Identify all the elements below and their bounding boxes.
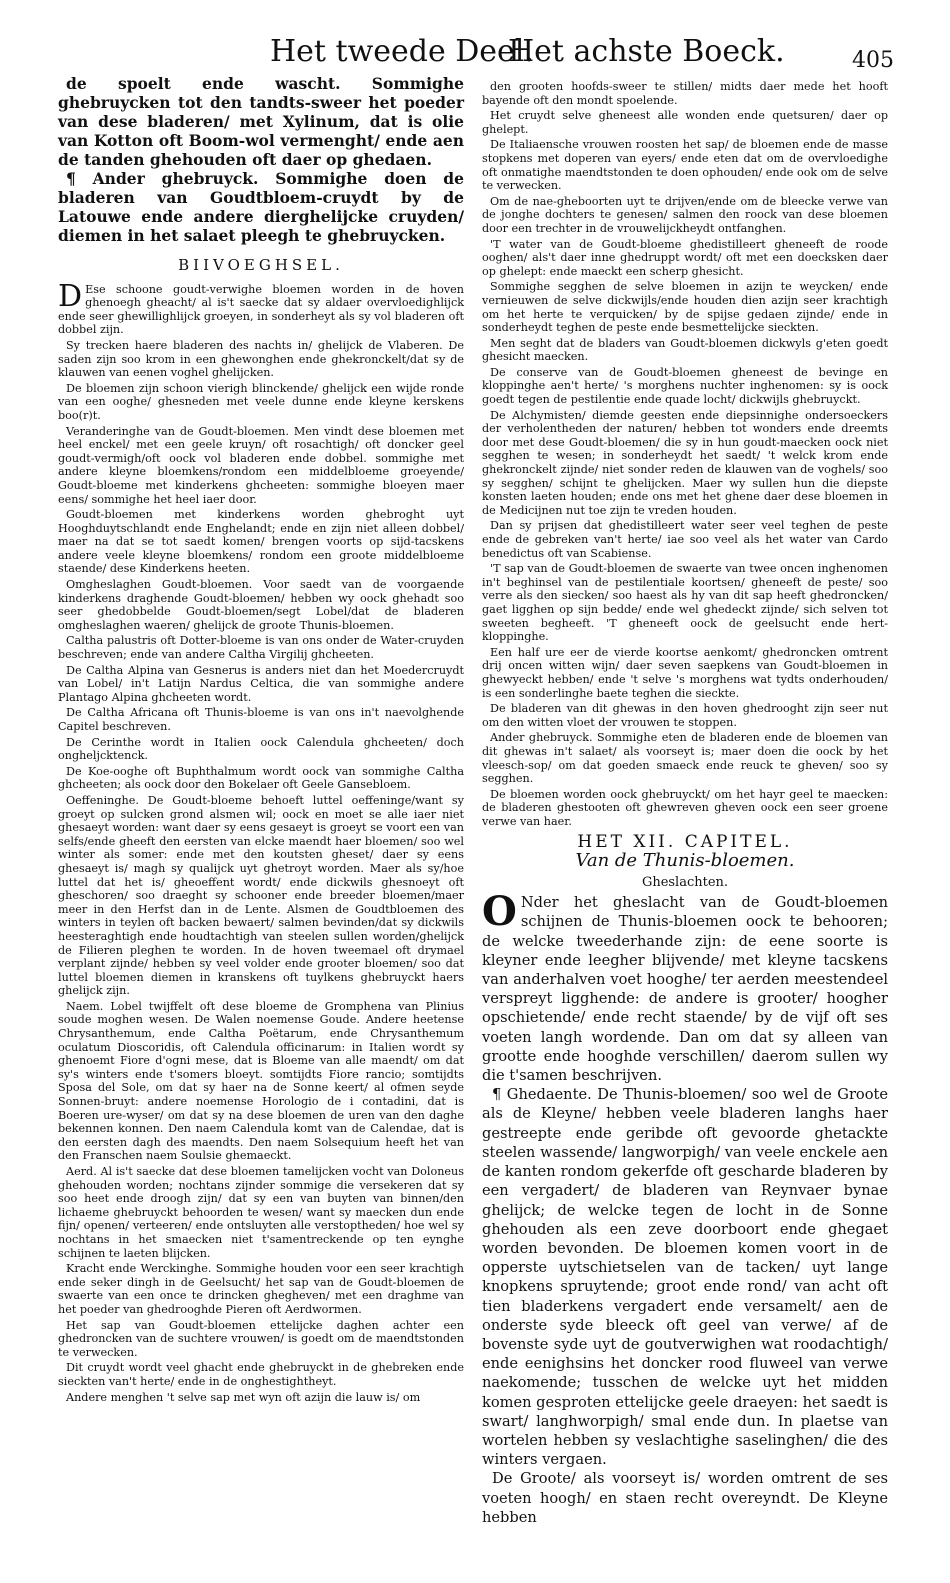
- paragraph: Dan sy prijsen dat ghedistilleert water seer veel teghen de peste ende de gebreken van't herte/ iae soo veel als het water van Cardo benedictus oft van Scabiense.: [482, 519, 888, 560]
- paragraph: Ander ghebruyck. Sommighe eten de bladeren ende de bloemen van dit ghewas in't salaet/ als voorseyt is; maer doen die oock by het vleesch-sop/ om dat goeden smaeck ende reuck te gheven/ soo sy segghen.: [482, 731, 888, 786]
- paragraph: Goudt-bloemen met kinderkens worden ghebroght uyt Hooghduytschlandt ende Enghelandt; ende en zijn niet alleen dobbel/ maer na dat se tot saedt komen/ brengen voorts op sijd-tacskens andere veele kleyne bloemkens/ rondom een groote middelbloeme staende/ dese Kinderkens heeten.: [58, 508, 464, 576]
- paragraph: De bloemen zijn schoon vierigh blinckende/ ghelijck een wijde ronde van een ooghe/ ghesneden met veele dunne ende kleyne kerskens boo(r)t.: [58, 381, 464, 422]
- paragraph: Dit cruydt wordt veel ghacht ende ghebruyckt in de ghebreken ende sieckten van't herte/ ende in de onghestightheyt.: [58, 1361, 464, 1388]
- paragraph: De bloemen worden oock ghebruyckt/ om het hayr geel te maecken: de bladeren ghestooten oft ghewreven gheven oock een seer groene verwe van haer.: [482, 787, 888, 828]
- paragraph: De bladeren van dit ghewas in den hoven ghedrooght zijn seer nut om den witten vloet der vrouwen te stoppen.: [482, 702, 888, 729]
- chapter-drop-cap: O: [482, 888, 517, 936]
- running-title-left: Het tweede Deel.: [270, 34, 534, 69]
- paragraph: Aerd. Al is't saecke dat dese bloemen tamelijcken vocht van Doloneus ghehouden worden; nochtans zijnder sommige die versekeren dat sy soo heet ende droogh zijn/ dat sy een van buyten van binnen/den lichaeme ghebruyckt behoorden te wesen/ want sy maecken dun ende fijn/ openen/ verteeren/ ende ontsluyten alle verstoptheden/ hoe wel sy nochtans in het smaecken niet t'samentreckende op ten eynghe schijnen te laeten blijcken.: [58, 1165, 464, 1260]
- chapter-title: HET XII. CAPITEL.: [577, 832, 793, 853]
- left-paragraph-list: [58, 339, 464, 1404]
- paragraph: De Caltha Africana oft Thunis-bloeme is van ons in't naevolghende Capitel beschreven.: [58, 706, 464, 733]
- paragraph: Men seght dat de bladers van Goudt-bloemen dickwyls g'eten goedt ghesicht maecken.: [482, 336, 888, 364]
- chapter-paragraph: ¶ Ghedaente. De Thunis-bloemen/ soo wel de Groote als de Kleyne/ hebben veele bladeren langhs haer gestreepte ende geribde oft gevoorde ghetackte steelen wassende/ langworpigh/ van veele enckele aen de kanten rondom gekerfde oft gescharde bladeren by een vergadert/ de bladeren van Reynvaer bynae ghelijck; de welcke tegen de locht in de Sonne ghehouden als een zeve doorboort ende ghegaet worden bevonden. De bloemen komen voort in de opperste uytschietselen van de tacken/ uyt lange knopkens spruytende; groot ende rond/ van acht oft tien bladerkens vergadert ende versamelt/ aen de onderste syde bleeck oft geel van verwe/ af de bovenste syde uyt de goutverwighen wat roodachtigh/ ende eenighsins het doncker rood fluweel van verwe naekomende; tusschen de welcke uyt het midden komen gesproten ettelijcke geele draeyen: het saedt is swart/ langhworpigh/ smal ende dun. In plaetse van wortelen hebben sy veslachtighe saselinghen/ die des winters vergaen.: [482, 1086, 888, 1469]
- running-title-right: Het achste Boeck.: [508, 34, 785, 69]
- paragraph: Caltha palustris oft Dotter-bloeme is van ons onder de Water-cruyden beschreven; ende van andere Caltha Virgilij ghcheeten.: [58, 634, 464, 662]
- chapter-first-text: Nder het gheslacht van de Goudt-bloemen schijnen de Thunis-bloemen oock te behooren; de welcke tweederhande zijn: de eene soorte is kleyner ende leegher blijvende/ met kleyne tacskens van anderhalven voet hooghe/ ter aerden meestendeel verspreyt ligghende: de andere is grooter/ hoogher opschietende/ ende recht staende/ by de vijf oft ses voeten langh wordende. Dan om dat sy alleen van grootte ende hooghde verschillen/ daerom sullen wy die t'samen beschrijven.: [482, 894, 888, 1085]
- opening-block: [58, 74, 464, 245]
- paragraph: De Alchymisten/ diemde geesten ende diepsinnighe ondersoeckers der verholentheden der naturen/ hebben tot wonders ende dreemts door met dese Goudt-bloemen/ die sy in hun goudt-maecken oock niet segghen te wesen; in sonderheydt het saedt/ 't welck krom ende ghekronckelt zijnde/ niet sonder reden de klauwen van de voghels/ soo sy segghen/ schijnt te ghelijcken. Maer wy sullen hun die diepste konsten laeten houden; ende ons met het ghene daer dese bloemen in de Medicijnen nut toe zijn te vreden houden.: [482, 408, 888, 517]
- chapter-body: [482, 888, 888, 1527]
- paragraph: De conserve van de Goudt-bloemen gheneest de bevinge en kloppinghe aen't herte/ 's morghens nuchter inghenomen: sy is oock goedt tegen de pestilentie ende quade locht/ dickwijls ghebruyckt.: [482, 365, 888, 407]
- paragraph: Sy trecken haere bladeren des nachts in/ ghelijck de Vlaberen. De saden zijn soo krom in een ghewonghen ende ghekronckelt/dat sy de klauwen van eenen voghel ghelijcken.: [58, 338, 464, 380]
- paragraph: Kracht ende Werckinghe. Sommighe houden voor een seer krachtigh ende seker dingh in de Geelsucht/ het sap van de Goudt-bloemen de swaerte van een once te drincken ghegheven/ met een draghme van het poeder van ghedrooghde Pieren oft Aerdwormen.: [58, 1262, 464, 1316]
- sub-heading: Gheslachten.: [641, 874, 729, 890]
- paragraph: Omgheslaghen Goudt-bloemen. Voor saedt van de voorgaende kinderkens draghende Goudt-bloemen/ hebben wy oock ghehadt soo seer ghedobbelde Goudt-bloemen/segt Lobel/dat de bladeren omgheslaghen waeren/ ghelijck de groote Thunis-bloemen.: [58, 578, 464, 632]
- left-column: [58, 74, 464, 1406]
- opening-paragraph: ¶ Ander ghebruyck. Sommighe doen de bladeren van Goudtbloem-cruydt by de Latouwe ende andere dierghelijcke cruyden/ diemen in het salaet pleegh te ghebruycken.: [58, 169, 464, 245]
- paragraph: De Italiaensche vrouwen roosten het sap/ de bloemen ende de masse stopkens met doperen van eyers/ ende eten dat om de overvloedighe oft onmatighe maendtstonden te doen ophouden/ ende ook om de selve te verwecken.: [482, 138, 888, 193]
- right-column: [482, 80, 888, 1527]
- paragraph: De Cerinthe wordt in Italien oock Calendula ghcheeten/ doch ongheljcktenck.: [58, 735, 464, 763]
- paragraph: Het cruydt selve gheneest alle wonden ende quetsuren/ daer op ghelept.: [482, 109, 888, 136]
- section-title: BIIVOEGHSEL.: [178, 256, 344, 274]
- page-header: [0, 34, 950, 74]
- paragraph: De Caltha Alpina van Gesnerus is anders niet dan het Moedercruydt van Lobel/ in't Latijn Nardus Celtica, die van sommighe andere Plantago Alpina ghcheeten wordt.: [58, 663, 464, 704]
- right-paragraph-list: [482, 80, 888, 828]
- paragraph: Naem. Lobel twijffelt oft dese bloeme de Gromphena van Plinius soude moghen wesen. De Walen noemense Goude. Andere heetense Chrysanthemum, ende Caltha Poëtarum, ende Chrysanthemum oculatum Dioscoridis, oft Calendula officinarum: in Italien wordt sy ghenoemt Fiore d'ogni mese, dat is Bloeme van alle maendt/ om dat sy's winters ende t'somers bloeyt. somtijdts Fiore rancio; somtijdts Sposa del Sole, om dat sy haer na de Sonne keert/ al ofmen seyde Sonnen-bruyt: andere noemense Horologio de i contadini, dat is Boeren ure-wyser/ om dat sy na dese bloemen de uren van den daghe bekennen konnen. Den naem Calendula komt van de Calendae, dat is den eersten dagh des maendts. Den naem Solsequium heeft het van den Franschen naem Soulsie ghemaeckt.: [58, 999, 464, 1163]
- page-number: 405: [852, 48, 894, 73]
- drop-cap: D: [58, 278, 83, 314]
- opening-paragraph: de spoelt ende wascht. Sommighe ghebruycken tot den tandts-sweer het poeder van dese bladeren/ met Xylinum, dat is olie van Kotton oft Boom-wol vermenght/ ende aen de tanden ghehouden oft daer op ghedaen.: [58, 74, 464, 169]
- paragraph: Oeffeninghe. De Goudt-bloeme behoeft luttel oeffeninge/want sy groeyt op sulcken grond alsmen wil; oock en moet se alle iaer niet ghesaeyt worden: want daer sy eens gesaeyt is groeyt se voort een van selfs/ende gheeft den eersten van elcke maendt haer bloemen/ soo wel winter als somer: ende met den koutsten gheset/ daer sy eens ghesaeyt is/ magh sy qualijck uyt ghetroyt worden. Maer als sy/hoe luttel dat het is/ gheoeffent wordt/ ende dickwils ghesnoeyt oft gheschoren/ soo draeght sy schooner ende breeder bloemen/maer meer in den Herfst dan in de Lente. Alsmen de Goudtbloemen des winters in teylen oft backen bewaert/ salmen bevinden/dat sy dickwils heesteraghtigh ende houdtachtigh van steelen sullen worden/ghelijck de Filieren pleghen te worden. In de hoven tweemael oft drymael verplant zijnde/ hebben sy veel volder ende grooter bloemen/ soo dat luttel bloemen diemen in kranskens oft tuylkens ghebruyckt haers ghelijck zijn.: [58, 793, 464, 998]
- paragraph: De Koe-ooghe oft Buphthalmum wordt oock van sommighe Caltha ghcheeten; als oock door den Bokelaer oft Geele Gansebloem.: [58, 764, 464, 792]
- chapter-paragraph: De Groote/ als voorseyt is/ worden omtrent de ses voeten hoogh/ en staen recht overeyndt. De Kleyne hebben: [482, 1470, 888, 1526]
- paragraph: Het sap van Goudt-bloemen ettelijcke daghen achter een ghedroncken van de suchtere vrouwen/ is goedt om de maendtstonden te verwecken.: [58, 1318, 464, 1359]
- first-paragraph-text: Ese schoone goudt-verwighe bloemen worden in de hoven ghenoegh gheacht/ al is't saecke dat sy aldaer overvloedighlijck ende seer ghewillighlijck groeyen, in sonderheyt als sy vol bladeren oft dobbel zijn.: [58, 282, 464, 337]
- paragraph: 'T water van de Goudt-bloeme ghedistilleert gheneeft de roode ooghen/ als't daer inne ghedruppt wordt/ oft met een doecksken daer op ghelept: ende maeckt een scherp ghesicht.: [482, 237, 888, 278]
- paragraph: den grooten hoofds-sweer te stillen/ midts daer mede het hooft bayende oft den mondt spoelende.: [482, 80, 888, 107]
- chapter-paragraph-list: [482, 1085, 888, 1527]
- paragraph: 'T sap van de Goudt-bloemen de swaerte van twee oncen inghenomen in't beghinsel van de pestilentiale koortsen/ gheneeft de peste/ soo verre als den siecken/ soo haest als hy van dit sap heeft ghedroncken/ gaet ligghen op sijn bedde/ ende wel ghedeckt zijnde/ sich selven tot sweeten begheeft. 'T gheneeft oock de geelsucht ende hert-kloppinghe.: [482, 562, 888, 644]
- paragraph: Sommighe segghen de selve bloemen in azijn te weycken/ ende vernieuwen de selve dickwijls/ende houden dien azijn seer krachtigh om het herte te verquicken/ by de spijse gedaen zijnde/ ende in sonderheydt teghen de peste ende besmettelijcke sieckten.: [482, 280, 888, 335]
- paragraph: Om de nae-gheboorten uyt te drijven/ende om de bleecke verwe van de jonghe dochters te genesen/ salmen den roock van dese bloemen door een trechter in de vrouwelijckheydt ontfanghen.: [482, 194, 888, 235]
- paragraph: Andere menghen 't selve sap met wyn oft azijn die lauw is/ om: [66, 1390, 421, 1404]
- paragraph: Een half ure eer de vierde koortse aenkomt/ ghedroncken omtrent drij oncen witten wijn/ daer seven saepkens van Goudt-bloemen in ghewyeckt hebben/ ende 't selve 's morghens wat tydts onderhouden/ is een sonderlinghe baete teghen die sieckte.: [482, 645, 888, 700]
- chapter-subtitle: Van de Thunis-bloemen.: [575, 850, 795, 872]
- paragraph: Veranderinghe van de Goudt-bloemen. Men vindt dese bloemen met heel enckel/ met een geele kruyn/ oft rosachtigh/ oft doncker geel goudt-vermigh/oft oock vol bladeren ende dobbel. sommighe met andere kleyne bloemkens/rondom een middelbloeme groeyende/ Goudt-bloeme met kinderkens ghcheeten: sommighe bloeyen maer eens/ sommighe het heel iaer door.: [58, 424, 464, 506]
- chapter-first-paragraph: [482, 888, 888, 1085]
- first-paragraph: [58, 278, 464, 337]
